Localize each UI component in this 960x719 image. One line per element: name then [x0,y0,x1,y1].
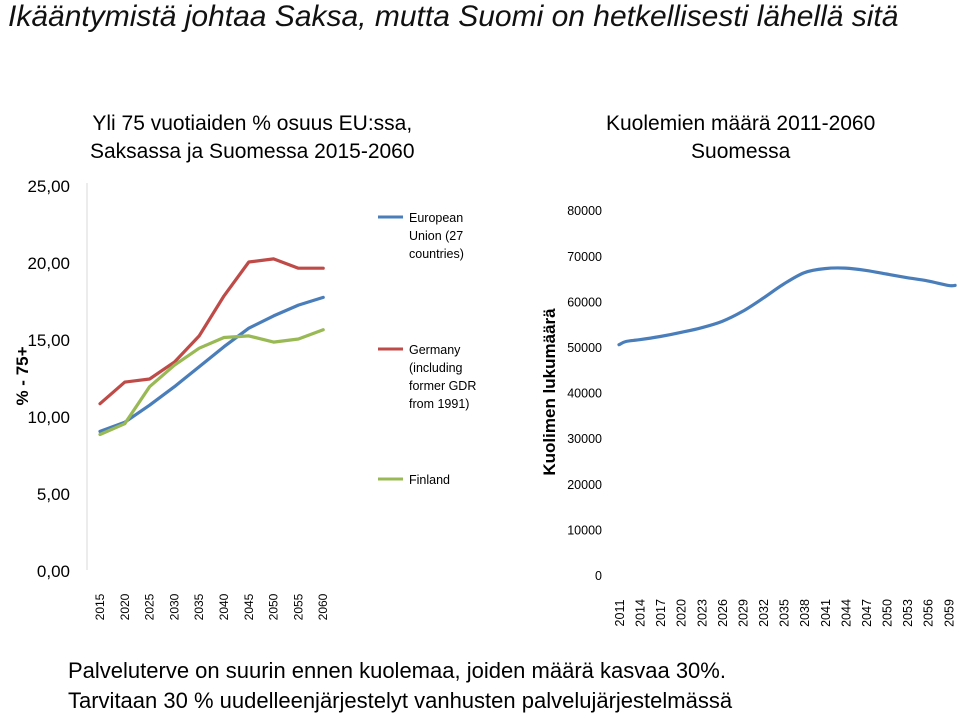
right-x-tick-label: 2014 [633,599,648,627]
left-legend-label-line: former GDR [409,379,477,393]
right-x-tick-label: 2038 [798,599,813,627]
left-x-tick-label: 2045 [241,593,256,621]
left-y-tick-label: 5,00 [36,485,70,504]
right-x-tick-label: 2017 [654,599,669,627]
left-series-line [100,330,323,435]
right-x-tick-label: 2020 [674,599,689,627]
footer-line-1: Palveluterve on suurin ennen kuolemaa, joiden määrä kasvaa 30%. [68,658,726,683]
footer-line-2: Tarvitaan 30 % uudelleenjärjestelyt vanhusten palvelujärjestelmässä [68,688,733,713]
right-chart-title-line2: Suomessa [691,140,791,163]
left-legend-label-line: Germany [409,343,461,357]
left-x-tick-label: 2050 [266,593,281,621]
right-x-tick-label: 2023 [695,599,710,627]
left-y-axis-title: % - 75+ [13,346,32,406]
left-chart [13,177,476,620]
left-legend-label [409,343,476,411]
left-x-tick-label: 2040 [217,593,231,621]
right-y-tick-label: 20000 [567,477,602,492]
left-x-tick-label: 2015 [93,593,107,621]
right-x-tick-label: 2056 [921,599,936,627]
right-y-tick-label: 10000 [567,523,602,538]
right-x-tick-label: 2032 [757,599,772,627]
right-x-tick-label: 2011 [613,599,627,627]
right-series-line [619,268,955,345]
left-legend-label [409,473,450,487]
left-chart-title-line2: Saksassa ja Suomessa 2015-2060 [90,140,415,163]
right-x-tick-label: 2050 [880,599,895,627]
left-y-tick-label: 25,00 [27,177,70,196]
left-chart-title-line1: Yli 75 vuotiaiden % osuus EU:ssa, [92,112,413,135]
right-x-tick-label: 2053 [901,599,916,627]
right-y-axis-title: Kuolimen lukumäärä [540,308,559,476]
left-x-tick-label: 2060 [316,593,331,621]
right-y-tick-label: 80000 [567,204,602,219]
left-x-tick-label: 2055 [291,593,306,621]
right-y-tick-label: 70000 [567,249,602,264]
left-x-tick-label: 2025 [142,593,157,621]
left-legend-label-line: European [409,211,464,225]
left-series-line [100,297,323,431]
left-legend-label [409,211,464,261]
left-x-tick-label: 2030 [167,593,182,621]
left-legend-label-line: Finland [409,473,450,487]
left-legend-label-line: (including [409,361,463,375]
left-legend-label-line: from 1991) [409,397,470,411]
left-legend-label-line: countries) [409,247,464,261]
page-title: Ikääntymistä johtaa Saksa, mutta Suomi on hetkellisesti lähellä sitä [8,0,899,33]
right-x-tick-label: 2026 [715,599,730,627]
right-x-tick-label: 2047 [859,599,874,627]
right-y-tick-label: 50000 [567,341,602,355]
right-y-tick-label: 30000 [567,432,602,447]
left-x-tick-label: 2020 [117,593,132,621]
right-chart-title-line1: Kuolemien määrä 2011-2060 [606,112,876,135]
left-series-line [100,259,323,404]
right-y-tick-label: 60000 [567,295,602,310]
left-y-tick-label: 10,00 [27,408,70,427]
left-legend-label-line: Union (27 [409,229,464,243]
right-y-tick-label: 40000 [567,386,602,401]
left-chart-title [90,110,415,166]
right-y-tick-label: 0 [595,569,602,583]
right-x-tick-label: 2041 [818,599,833,627]
right-x-tick-label: 2059 [942,599,957,627]
left-y-tick-label: 0,00 [36,562,70,581]
left-y-tick-label: 20,00 [27,254,70,273]
left-y-tick-label: 15,00 [27,331,70,350]
right-chart-title [606,110,875,166]
left-x-tick-label: 2035 [192,593,207,621]
right-chart [540,204,956,627]
right-x-tick-label: 2035 [777,599,792,627]
right-x-tick-label: 2044 [839,599,854,627]
right-x-tick-label: 2029 [736,599,751,627]
